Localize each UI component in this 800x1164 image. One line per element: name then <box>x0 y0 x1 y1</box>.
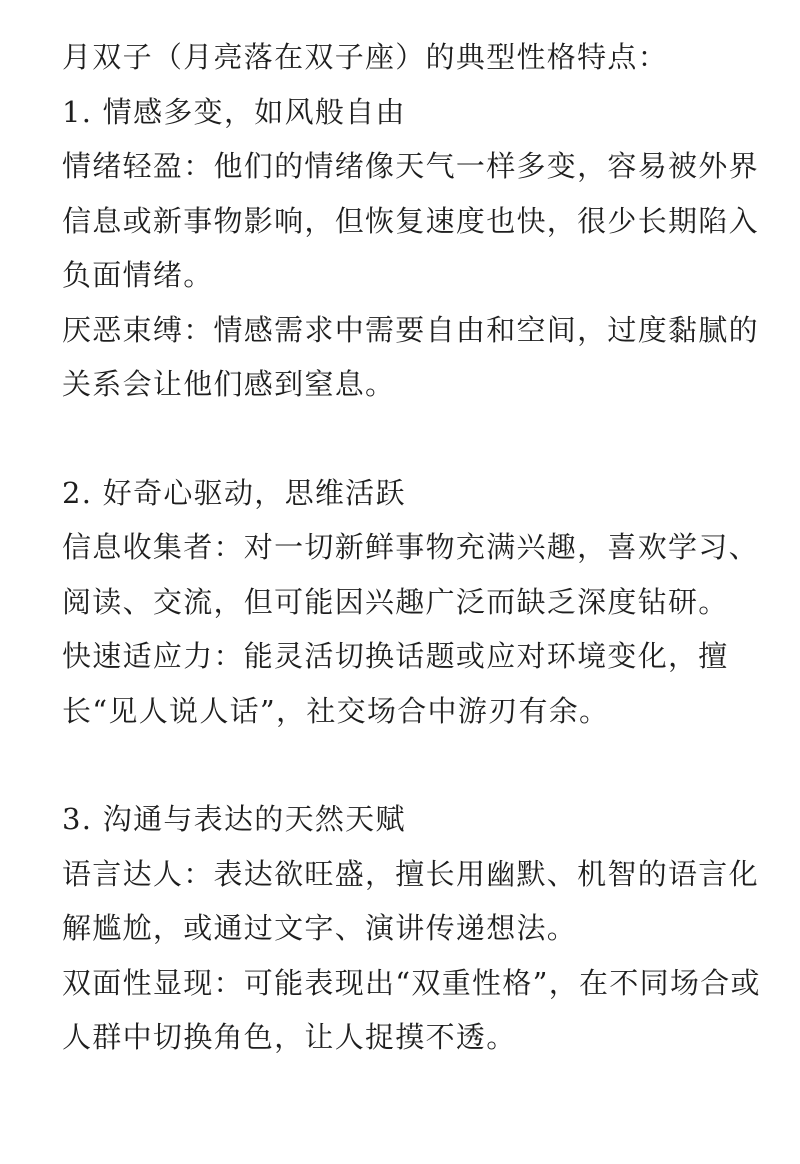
section-2 <box>62 466 762 739</box>
section-paragraph: 厌恶束缚：情感需求中需要自由和空间，过度黏腻的关系会让他们感到窒息。 <box>62 312 759 401</box>
section-heading: 1. 情感多变，如风般自由 <box>62 94 406 129</box>
section-heading: 2. 好奇心驱动，思维活跃 <box>62 475 406 510</box>
section-paragraph: 快速适应力：能灵活切换话题或应对环境变化，擅长“见人说人话”，社交场合中游刃有余。 <box>62 639 729 728</box>
section-paragraph: 双面性显现：可能表现出“双重性格”，在不同场合或人群中切换角色，让人捉摸不透。 <box>62 965 761 1054</box>
section-heading: 3. 沟通与表达的天然天赋 <box>62 802 406 836</box>
section-paragraph: 信息收集者：对一切新鲜事物充满兴趣，喜欢学习、阅读、交流，但可能因兴趣广泛而缺乏深度钻研。 <box>62 530 759 619</box>
document-title: 月双子（月亮落在双子座）的典型性格特点： <box>62 40 669 74</box>
section-1 <box>62 85 762 412</box>
section-3 <box>62 792 762 1065</box>
document-page <box>62 30 762 1065</box>
section-paragraph: 语言达人：表达欲旺盛，擅长用幽默、机智的语言化解尴尬，或通过文字、演讲传递想法。 <box>62 856 759 945</box>
section-paragraph: 情绪轻盈：他们的情绪像天气一样多变，容易被外界信息或新事物影响，但恢复速度也快，很少长期陷入负面情绪。 <box>62 149 759 292</box>
